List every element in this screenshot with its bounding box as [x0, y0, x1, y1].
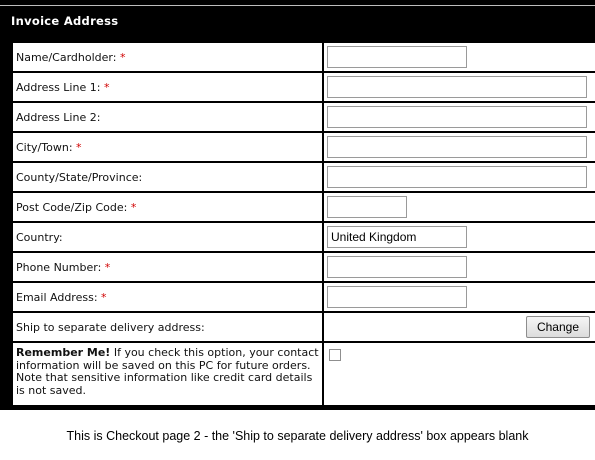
form-row-remember: [13, 343, 595, 405]
email-input[interactable]: [327, 286, 467, 308]
form-row-county: [13, 163, 595, 191]
required-marker: *: [76, 140, 82, 154]
address-line-2-label: Address Line 2:: [16, 110, 101, 124]
city-input[interactable]: [327, 136, 587, 158]
top-divider: [0, 5, 595, 6]
form-row-name: [13, 43, 595, 71]
remember-me-text: If you check this option, your contact information will be saved on this PC for future orders. Note that sensitive information like credit card details is not saved.: [16, 346, 319, 397]
name-input[interactable]: [327, 46, 467, 68]
form-row-address1: [13, 73, 595, 101]
country-input[interactable]: [327, 226, 467, 248]
address-line-1-label: Address Line 1:: [16, 80, 101, 94]
county-label: County/State/Province:: [16, 170, 143, 184]
address-line-1-input[interactable]: [327, 76, 587, 98]
remember-me-heading: Remember Me!: [16, 346, 111, 359]
form-row-country: [13, 223, 595, 251]
address-line-2-input[interactable]: [327, 106, 587, 128]
form-row-email: [13, 283, 595, 311]
name-label: Name/Cardholder:: [16, 50, 117, 64]
required-marker: *: [119, 50, 126, 64]
county-input[interactable]: [327, 166, 587, 188]
screenshot-caption: This is Checkout page 2 - the 'Ship to separate delivery address' box appears blank: [66, 429, 529, 443]
change-button[interactable]: Change: [526, 316, 590, 338]
form-row-ship-separate: [13, 313, 595, 341]
invoice-address-form: [11, 41, 595, 407]
remember-me-checkbox[interactable]: [329, 349, 341, 361]
required-marker: *: [101, 290, 107, 304]
form-row-phone: [13, 253, 595, 281]
phone-input[interactable]: [327, 256, 467, 278]
form-row-postcode: [13, 193, 595, 221]
ship-separate-label: Ship to separate delivery address:: [16, 320, 205, 334]
section-title: Invoice Address: [11, 14, 119, 28]
required-marker: *: [130, 200, 137, 214]
email-label: Email Address:: [16, 290, 98, 304]
postcode-input[interactable]: [327, 196, 407, 218]
postcode-label: Post Code/Zip Code:: [16, 200, 128, 214]
required-marker: *: [104, 260, 111, 274]
phone-label: Phone Number:: [16, 260, 102, 274]
country-label: Country:: [16, 230, 63, 244]
required-marker: *: [103, 80, 110, 94]
form-row-address2: [13, 103, 595, 131]
city-label: City/Town:: [16, 140, 73, 154]
form-row-city: [13, 133, 595, 161]
